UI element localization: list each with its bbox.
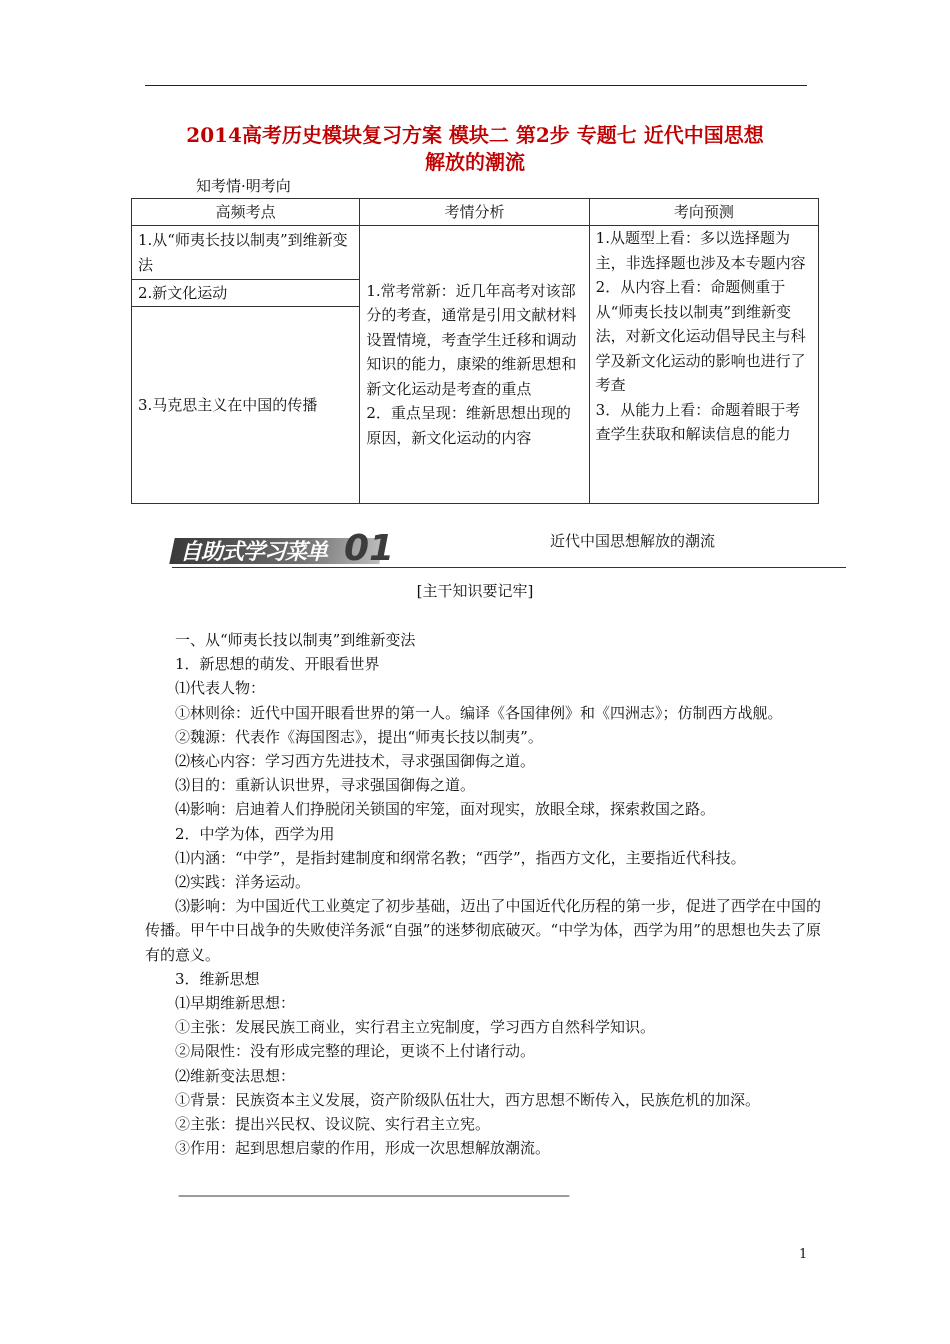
exam-overview-table (131, 198, 819, 504)
section-label: [主干知识要记牢] (416, 582, 534, 600)
section-banner (172, 528, 396, 569)
table-header-row (132, 199, 819, 226)
body-line: ②魏源：代表作《海国图志》，提出“师夷长技以制夷”。 (175, 727, 543, 746)
dash-separator: —————————————————————————————— (178, 1186, 568, 1204)
body-line: ⑶目的：重新认识世界，寻求强国御侮之道。 (175, 776, 476, 795)
body-text (145, 628, 821, 1160)
body-line: 一、从“师夷长技以制夷”到维新变法 (175, 631, 416, 649)
body-line: ⑷影响：启迪着人们挣脱闭关锁国的牢笼，面对现实，放眼全球，探索救国之路。 (175, 800, 716, 819)
prediction-text: 1.从题型上看：多以选择题为主，非选择题也涉及本专题内容 2．从内容上看：命题侧重于从“师夷长技以制夷”到维新变法，对新文化运动倡导民主与科学及新文化运动的影响也进行了考查 3．从能力上看：命题着眼于考查学生获取和解读信息的能力 (595, 229, 806, 443)
body-line: ⑴内涵：“中学”，是指封建制度和纲常名教；“西学”，指西方文化，主要指近代科技。 (175, 848, 746, 867)
point-cell-2: 2.新文化运动 (132, 280, 360, 307)
body-line: ⑴早期维新思想： (175, 994, 296, 1013)
prediction-cell (589, 226, 818, 504)
header-analysis: 考情分析 (360, 199, 589, 226)
point-cell-3: 3.马克思主义在中国的传播 (132, 307, 360, 504)
banner-label: 自助式学习菜单 (180, 540, 328, 565)
body-line: ⑵核心内容：学习西方先进技术，寻求强国御侮之道。 (175, 752, 536, 771)
section-title: 近代中国思想解放的潮流 (550, 532, 716, 550)
analysis-cell (360, 226, 589, 504)
header-rule (145, 85, 807, 86)
body-paragraph: ⑶影响：为中国近代工业奠定了初步基础，迈出了中国近代化历程的第一步，促进了西学在中国的传播。甲午中日战争的失败使洋务派“自强”的迷梦彻底破灭。“中学为体，西学为用”的思想也失去了原有的意义。 (145, 897, 821, 964)
title-line-2: 解放的潮流 (425, 150, 525, 174)
point-cell-1: 1.从“师夷长技以制夷”到维新变法 (132, 226, 360, 280)
page-number: 1 (799, 1247, 808, 1262)
subheading: 知考情·明考向 (196, 177, 291, 195)
header-prediction: 考向预测 (589, 199, 818, 226)
body-line: ⑵实践：洋务运动。 (175, 873, 311, 892)
analysis-text: 1.常考常新：近几年高考对该部分的考查，通常是引用文献材料设置情境，考查学生迁移和调动知识的能力，康梁的维新思想和新文化运动是考查的重点 2．重点呈现：维新思想出现的原因，新文化运动的内容 (366, 281, 577, 447)
document-title (130, 122, 820, 176)
body-line: ①主张：发展民族工商业，实行君主立宪制度，学习西方自然科学知识。 (175, 1018, 656, 1037)
body-line: ⑴代表人物： (175, 679, 266, 698)
body-line: ②主张：提出兴民权、设议院、实行君主立宪。 (175, 1115, 491, 1134)
body-line: 2．中学为体，西学为用 (175, 824, 335, 843)
body-line: ①林则徐：近代中国开眼看世界的第一人。编译《各国律例》和《四洲志》；仿制西方战舰。 (175, 703, 783, 722)
body-line: ②局限性：没有形成完整的理论，更谈不上付诸行动。 (175, 1042, 536, 1061)
title-line-1: 2014高考历史模块复习方案 模块二 第2步 专题七 近代中国思想 (186, 123, 764, 147)
body-line: ③作用：起到思想启蒙的作用，形成一次思想解放潮流。 (175, 1139, 551, 1158)
table-row (132, 226, 819, 280)
body-line: ①背景：民族资本主义发展，资产阶级队伍壮大，西方思想不断传入，民族危机的加深。 (175, 1090, 761, 1109)
body-line: ⑵维新变法思想： (175, 1066, 296, 1085)
body-line: 3．维新思想 (175, 969, 260, 988)
body-line: 1．新思想的萌发、开眼看世界 (175, 655, 380, 674)
banner-number: 01 (344, 528, 395, 569)
banner-rule (172, 567, 846, 568)
header-points: 高频考点 (132, 199, 360, 226)
